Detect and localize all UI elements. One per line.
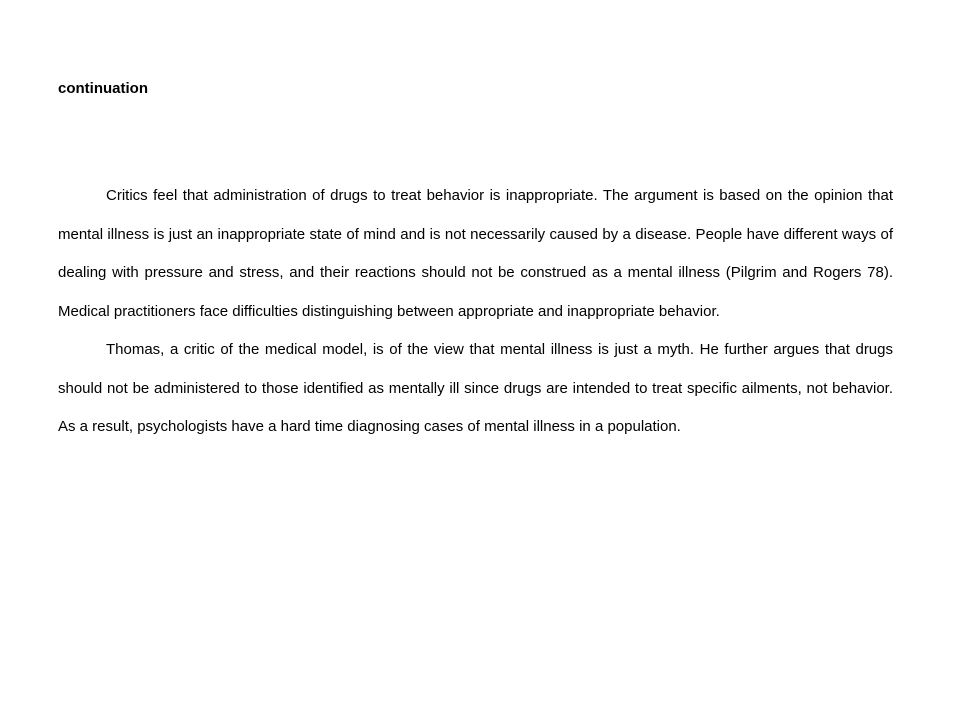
section-heading: continuation (58, 80, 148, 97)
document-body (58, 177, 893, 447)
paragraph-thomas: Thomas, a critic of the medical model, is of the view that mental illness is just a myth. He further argues that drugs should not be administered to those identified as mentally ill since drugs are intended to treat specific ailments, not behavior. As a result, psychologists have a hard time diagnosing cases of mental illness in a population. (58, 341, 893, 435)
paragraph-critics: Critics feel that administration of drugs to treat behavior is inappropriate. The argument is based on the opinion that mental illness is just an inappropriate state of mind and is not necessarily caused by a disease. People have different ways of dealing with pressure and stress, and their reactions should not be construed as a mental illness (Pilgrim and Rogers 78). Medical practitioners face difficulties distinguishing between appropriate and inappropriate behavior. (58, 187, 893, 320)
